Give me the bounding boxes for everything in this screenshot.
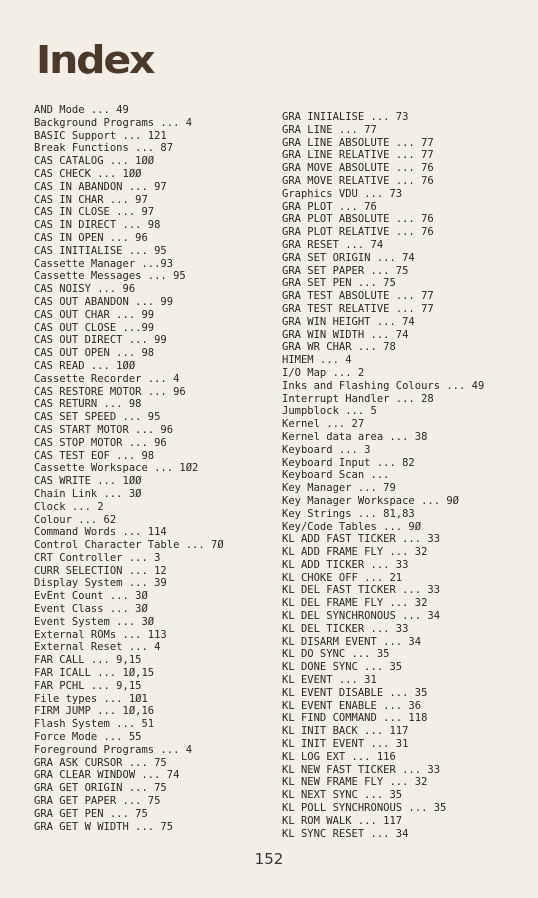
index-entry: CAS STOP MOTOR ... 96 <box>34 436 167 449</box>
index-entry: BASIC Support ... 121 <box>34 129 167 142</box>
index-entry: Inks and Flashing Colours ... 49 <box>282 379 485 392</box>
index-entry: Background Programs ... 4 <box>34 116 193 129</box>
index-entry: GRA CLEAR WINDOW ... 74 <box>34 769 180 782</box>
index-entry: GRA PLOT ABSOLUTE ... 76 <box>282 213 434 226</box>
index-entry: CRT Controller ... 3 <box>34 551 161 564</box>
index-entry: FAR PCHL ... 9,15 <box>34 679 142 692</box>
index-entry: Control Character Table ... 7Ø <box>34 539 224 552</box>
index-entry: FIRM JUMP ... 1Ø,16 <box>34 705 155 718</box>
index-entry: Key Strings ... 81,83 <box>282 507 415 520</box>
index-entry: File types ... 1Ø1 <box>34 692 148 705</box>
index-entry: CAS CHECK ... 1ØØ <box>34 167 142 180</box>
index-entry: CAS IN CHAR ... 97 <box>34 193 148 206</box>
index-entry: KL NEXT SYNC ... 35 <box>282 789 403 802</box>
index-entry: KL DEL TICKER ... 33 <box>282 622 409 635</box>
index-entry: KL EVENT ENABLE ... 36 <box>282 699 422 712</box>
index-entry: Graphics VDU ... 73 <box>282 187 403 200</box>
index-entry: Key/Code Tables ... 9Ø <box>282 520 422 533</box>
index-entry: GRA LINE ABSOLUTE ... 77 <box>282 136 434 149</box>
index-entry: Cassette Recorder ... 4 <box>34 372 180 385</box>
page-number: 152 <box>254 850 284 868</box>
index-entry: KL DEL FAST TICKER ... 33 <box>282 584 441 597</box>
index-entry: CAS NOISY ... 96 <box>34 283 136 296</box>
index-entry: KL NEW FAST TICKER ... 33 <box>282 763 441 776</box>
index-entry: KL SYNC RESET ... 34 <box>282 827 409 840</box>
index-entry: Clock ... 2 <box>34 500 104 513</box>
index-entry: GRA LINE RELATIVE ... 77 <box>282 149 434 162</box>
index-entry: Key Manager ... 79 <box>282 482 396 495</box>
index-entry: KL DEL SYNCHRONOUS ... 34 <box>282 610 441 623</box>
index-entry: Keyboard Scan ... <box>282 469 390 482</box>
index-entry: External Reset ... 4 <box>34 641 161 654</box>
index-entry: CAS IN CLOSE ... 97 <box>34 206 155 219</box>
index-entry: GRA MOVE ABSOLUTE ... 76 <box>282 162 434 175</box>
index-entry: CAS WRITE ... 1ØØ <box>34 475 142 488</box>
index-entry: CAS IN ABANDON ... 97 <box>34 180 167 193</box>
index-entry: GRA RESET ... 74 <box>282 238 384 251</box>
index-entry: KL EVENT DISABLE ... 35 <box>282 686 428 699</box>
index-entry: AND Mode ... 49 <box>34 104 129 116</box>
index-entry: Cassette Workspace ... 1Ø2 <box>34 462 199 475</box>
index-entry: KL ADD FRAME FLY ... 32 <box>282 546 428 559</box>
index-entry: Jumpblock ... 5 <box>282 405 377 418</box>
index-entry: KL DO SYNC ... 35 <box>282 648 390 661</box>
index-entry: Force Mode ... 55 <box>34 731 142 744</box>
index-entry: Cassette Manager ...93 <box>34 257 174 270</box>
index-entry: GRA PLOT RELATIVE ... 76 <box>282 226 434 239</box>
index-entry: KL POLL SYNCHRONOUS ... 35 <box>282 802 447 815</box>
index-entry: Keyboard ... 3 <box>282 443 371 456</box>
index-entry: GRA INIIALISE ... 73 <box>282 111 409 123</box>
index-entry: Interrupt Handler ... 28 <box>282 392 434 405</box>
index-entry: CAS RETURN ... 98 <box>34 398 142 411</box>
index-entry: KL DONE SYNC ... 35 <box>282 661 403 674</box>
index-entry: FAR CALL ... 9,15 <box>34 654 142 667</box>
index-entry: GRA WIN WIDTH ... 74 <box>282 328 409 341</box>
index-entry: Chain Link ... 3Ø <box>34 487 142 500</box>
index-entry: Foreground Programs ... 4 <box>34 743 193 756</box>
index-entry: Command Words ... 114 <box>34 526 167 539</box>
index-entry: CAS OUT CLOSE ...99 <box>34 321 155 334</box>
index-entry: CAS START MOTOR ... 96 <box>34 423 174 436</box>
index-entry: KL LOG EXT ... 116 <box>282 750 396 763</box>
index-entry: KL INIT BACK ... 117 <box>282 725 409 738</box>
index-entry: Kernel ... 27 <box>282 418 365 431</box>
index-right-column <box>282 111 484 840</box>
index-entry: GRA PLOT ... 76 <box>282 200 377 213</box>
index-entry: EvEnt Count ... 3Ø <box>34 590 148 603</box>
index-entry: CAS OUT ABANDON ... 99 <box>34 295 174 308</box>
index-entry: CAS OUT CHAR ... 99 <box>34 308 155 321</box>
index-entry: Display System ... 39 <box>34 577 167 590</box>
index-entry: CURR SELECTION ... 12 <box>34 564 167 577</box>
index-entry: GRA TEST ABSOLUTE ... 77 <box>282 290 434 303</box>
index-entry: Flash System ... 51 <box>34 718 155 731</box>
index-entry: CAS OUT DIRECT ... 99 <box>34 334 167 347</box>
index-entry: Colour ... 62 <box>34 513 117 526</box>
index-entry: I/O Map ... 2 <box>282 366 365 379</box>
page-title: Index <box>36 38 154 82</box>
index-entry: KL ROM WALK ... 117 <box>282 814 403 827</box>
index-entry: GRA SET ORIGIN ... 74 <box>282 251 415 264</box>
index-entry: KL FIND COMMAND ... 118 <box>282 712 428 725</box>
index-entry: KL ADD TICKER ... 33 <box>282 558 409 571</box>
index-entry: GRA SET PAPER ... 75 <box>282 264 409 277</box>
index-entry: KL ADD FAST TICKER ... 33 <box>282 533 441 546</box>
index-entry: CAS IN OPEN ... 96 <box>34 231 148 244</box>
index-entry: CAS IN DIRECT ... 98 <box>34 219 161 232</box>
index-entry: FAR ICALL ... 1Ø,15 <box>34 667 155 680</box>
index-entry: CAS READ ... 1ØØ <box>34 359 136 372</box>
index-entry: GRA TEST RELATIVE ... 77 <box>282 302 434 315</box>
index-entry: CAS CATALOG ... 1ØØ <box>34 155 155 168</box>
index-entry: GRA GET W WIDTH ... 75 <box>34 820 174 833</box>
index-entry: Event Class ... 3Ø <box>34 603 148 616</box>
index-entry: GRA GET PEN ... 75 <box>34 807 148 820</box>
index-entry: GRA GET PAPER ... 75 <box>34 795 161 808</box>
index-entry: External ROMs ... 113 <box>34 628 167 641</box>
index-entry: KL DEL FRAME FLY ... 32 <box>282 597 428 610</box>
index-entry: GRA MOVE RELATIVE ... 76 <box>282 174 434 187</box>
index-entry: GRA GET ORIGIN ... 75 <box>34 782 167 795</box>
index-left-column <box>34 104 224 833</box>
index-entry: CAS OUT OPEN ... 98 <box>34 347 155 360</box>
index-entry: GRA LINE ... 77 <box>282 123 377 136</box>
index-entry: GRA SET PEN ... 75 <box>282 277 396 290</box>
index-entry: GRA ASK CURSOR ... 75 <box>34 756 167 769</box>
index-entry: KL NEW FRAME FLY ... 32 <box>282 776 428 789</box>
index-entry: Break Functions ... 87 <box>34 142 174 155</box>
index-entry: KL EVENT ... 31 <box>282 674 377 687</box>
index-entry: Cassette Messages ... 95 <box>34 270 186 283</box>
index-entry: CAS TEST EOF ... 98 <box>34 449 155 462</box>
index-entry: CAS SET SPEED ... 95 <box>34 411 161 424</box>
index-entry: KL DISARM EVENT ... 34 <box>282 635 422 648</box>
index-entry: Key Manager Workspace ... 9Ø <box>282 494 460 507</box>
index-entry: CAS RESTORE MOTOR ... 96 <box>34 385 186 398</box>
index-entry: Kernel data area ... 38 <box>282 430 428 443</box>
index-entry: KL CHOKE OFF ... 21 <box>282 571 403 584</box>
index-entry: HIMEM ... 4 <box>282 354 352 367</box>
index-entry: Keyboard Input ... 82 <box>282 456 415 469</box>
index-entry: CAS INITIALISE ... 95 <box>34 244 167 257</box>
index-entry: GRA WR CHAR ... 78 <box>282 341 396 354</box>
index-entry: KL INIT EVENT ... 31 <box>282 738 409 751</box>
index-entry: Event System ... 3Ø <box>34 615 155 628</box>
index-entry: GRA WIN HEIGHT ... 74 <box>282 315 415 328</box>
